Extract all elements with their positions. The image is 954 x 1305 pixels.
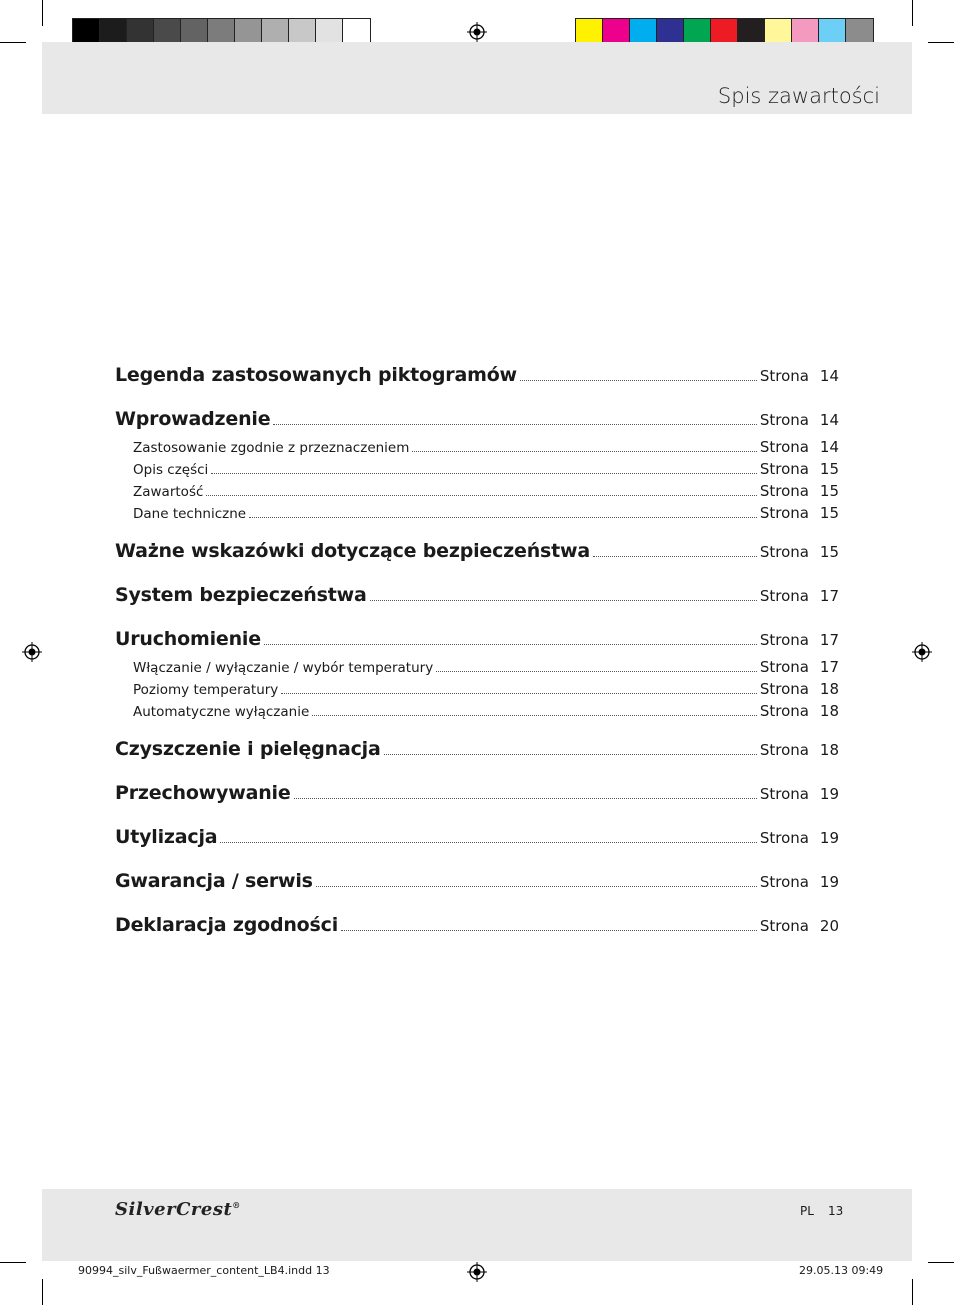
toc-entry-label: Gwarancja / serwis — [115, 870, 313, 892]
toc-page-number: 15 — [819, 482, 839, 500]
toc-subentry — [115, 702, 839, 724]
toc-entry — [115, 782, 839, 812]
toc-subentry — [115, 680, 839, 702]
toc-entry-label: Przechowywanie — [115, 782, 291, 804]
toc-page-number: 15 — [819, 460, 839, 478]
toc-entry-label: System bezpieczeństwa — [115, 584, 367, 606]
toc-entry — [115, 408, 839, 438]
toc-entry-label: Czyszczenie i pielęgnacja — [115, 738, 381, 760]
toc-entry-label: Legenda zastosowanych piktogramów — [115, 364, 517, 386]
toc-leader-dots — [273, 424, 756, 425]
toc-entry — [115, 870, 839, 900]
toc-leader-dots — [384, 754, 757, 755]
toc-page-word: Strona — [759, 702, 809, 720]
toc-subentry — [115, 504, 839, 526]
toc-page-word: Strona — [759, 460, 809, 478]
toc-page-number: 14 — [819, 367, 839, 385]
brand-name: SilverCrest — [115, 1199, 233, 1220]
toc-entry — [115, 628, 839, 658]
registered-mark: ® — [232, 1200, 241, 1210]
toc-entry — [115, 826, 839, 856]
toc-page-word: Strona — [759, 587, 809, 605]
toc-page-word: Strona — [759, 680, 809, 698]
toc-page-number: 20 — [819, 917, 839, 935]
toc-leader-dots — [211, 473, 757, 474]
toc-leader-dots — [220, 842, 756, 843]
toc-page-number: 17 — [819, 631, 839, 649]
toc-entry-label: Opis części — [133, 462, 209, 478]
toc-leader-dots — [206, 495, 756, 496]
toc-page-number: 17 — [819, 658, 839, 676]
toc-subentry — [115, 482, 839, 504]
toc-page-number: 19 — [819, 829, 839, 847]
toc-page-number: 18 — [819, 702, 839, 720]
toc-page-word: Strona — [759, 917, 809, 935]
registration-mark-icon — [912, 642, 932, 662]
toc-leader-dots — [281, 693, 757, 694]
toc-entry-label: Automatyczne wyłączanie — [133, 704, 310, 720]
crop-mark — [0, 1262, 26, 1263]
page-title: Spis zawartości — [717, 84, 880, 108]
toc-page-number: 15 — [819, 543, 839, 561]
toc-page-word: Strona — [759, 873, 809, 891]
toc-leader-dots — [249, 517, 757, 518]
language-code: PL — [800, 1204, 814, 1218]
toc-page-word: Strona — [759, 785, 809, 803]
page-number: 13 — [828, 1204, 844, 1218]
crop-mark — [928, 1262, 954, 1263]
toc-entry-label: Wprowadzenie — [115, 408, 271, 430]
toc-entry — [115, 540, 839, 570]
toc-page-word: Strona — [759, 482, 809, 500]
toc-leader-dots — [436, 671, 757, 672]
crop-mark — [42, 1279, 43, 1305]
toc-page-number: 15 — [819, 504, 839, 522]
registration-mark-icon — [22, 642, 42, 662]
crop-mark — [0, 42, 26, 43]
toc-entry — [115, 738, 839, 768]
toc-leader-dots — [520, 380, 757, 381]
toc-page-word: Strona — [759, 543, 809, 561]
toc-page-number: 18 — [819, 680, 839, 698]
toc-leader-dots — [316, 886, 757, 887]
toc-page-number: 17 — [819, 587, 839, 605]
registration-mark-icon — [467, 22, 487, 42]
toc-leader-dots — [294, 798, 757, 799]
toc-page-word: Strona — [759, 367, 809, 385]
toc-page-word: Strona — [759, 829, 809, 847]
crop-mark — [912, 1279, 913, 1305]
toc-page-word: Strona — [759, 438, 809, 456]
toc-entry-label: Zawartość — [133, 484, 204, 500]
toc-leader-dots — [370, 600, 757, 601]
toc-entry-label: Poziomy temperatury — [133, 682, 279, 698]
brand-logo — [115, 1199, 241, 1220]
toc-entry-label: Ważne wskazówki dotyczące bezpieczeństwa — [115, 540, 591, 562]
toc-leader-dots — [412, 451, 756, 452]
toc-entry — [115, 584, 839, 614]
toc-entry-label: Włączanie / wyłączanie / wybór temperatury — [133, 660, 434, 676]
toc-subentry — [115, 658, 839, 680]
toc-entry-label: Zastosowanie zgodnie z przeznaczeniem — [133, 440, 410, 456]
toc-page-number: 14 — [819, 438, 839, 456]
toc-entry — [115, 914, 839, 944]
toc-entry-label: Deklaracja zgodności — [115, 914, 339, 936]
toc-entry-label: Uruchomienie — [115, 628, 261, 650]
crop-mark — [928, 42, 954, 43]
toc-page-number: 19 — [819, 785, 839, 803]
toc-entry-label: Utylizacja — [115, 826, 218, 848]
toc-leader-dots — [312, 715, 757, 716]
toc-page-word: Strona — [759, 631, 809, 649]
slug-date-time: 29.05.13 09:49 — [799, 1264, 884, 1277]
toc-page-number: 19 — [819, 873, 839, 891]
toc-page-word: Strona — [759, 411, 809, 429]
table-of-contents — [115, 364, 839, 944]
toc-entry — [115, 364, 839, 394]
slug-file-name: 90994_silv_Fußwaermer_content_LB4.indd 13 — [78, 1264, 330, 1277]
toc-entry-label: Dane techniczne — [133, 506, 247, 522]
toc-subentry — [115, 438, 839, 460]
toc-leader-dots — [264, 644, 757, 645]
toc-page-word: Strona — [759, 741, 809, 759]
toc-page-number: 18 — [819, 741, 839, 759]
toc-leader-dots — [341, 930, 757, 931]
toc-page-word: Strona — [759, 504, 809, 522]
registration-mark-icon — [467, 1262, 487, 1282]
toc-subentry — [115, 460, 839, 482]
toc-page-number: 14 — [819, 411, 839, 429]
crop-mark — [912, 0, 913, 26]
toc-leader-dots — [593, 556, 757, 557]
toc-page-word: Strona — [759, 658, 809, 676]
crop-mark — [42, 0, 43, 26]
